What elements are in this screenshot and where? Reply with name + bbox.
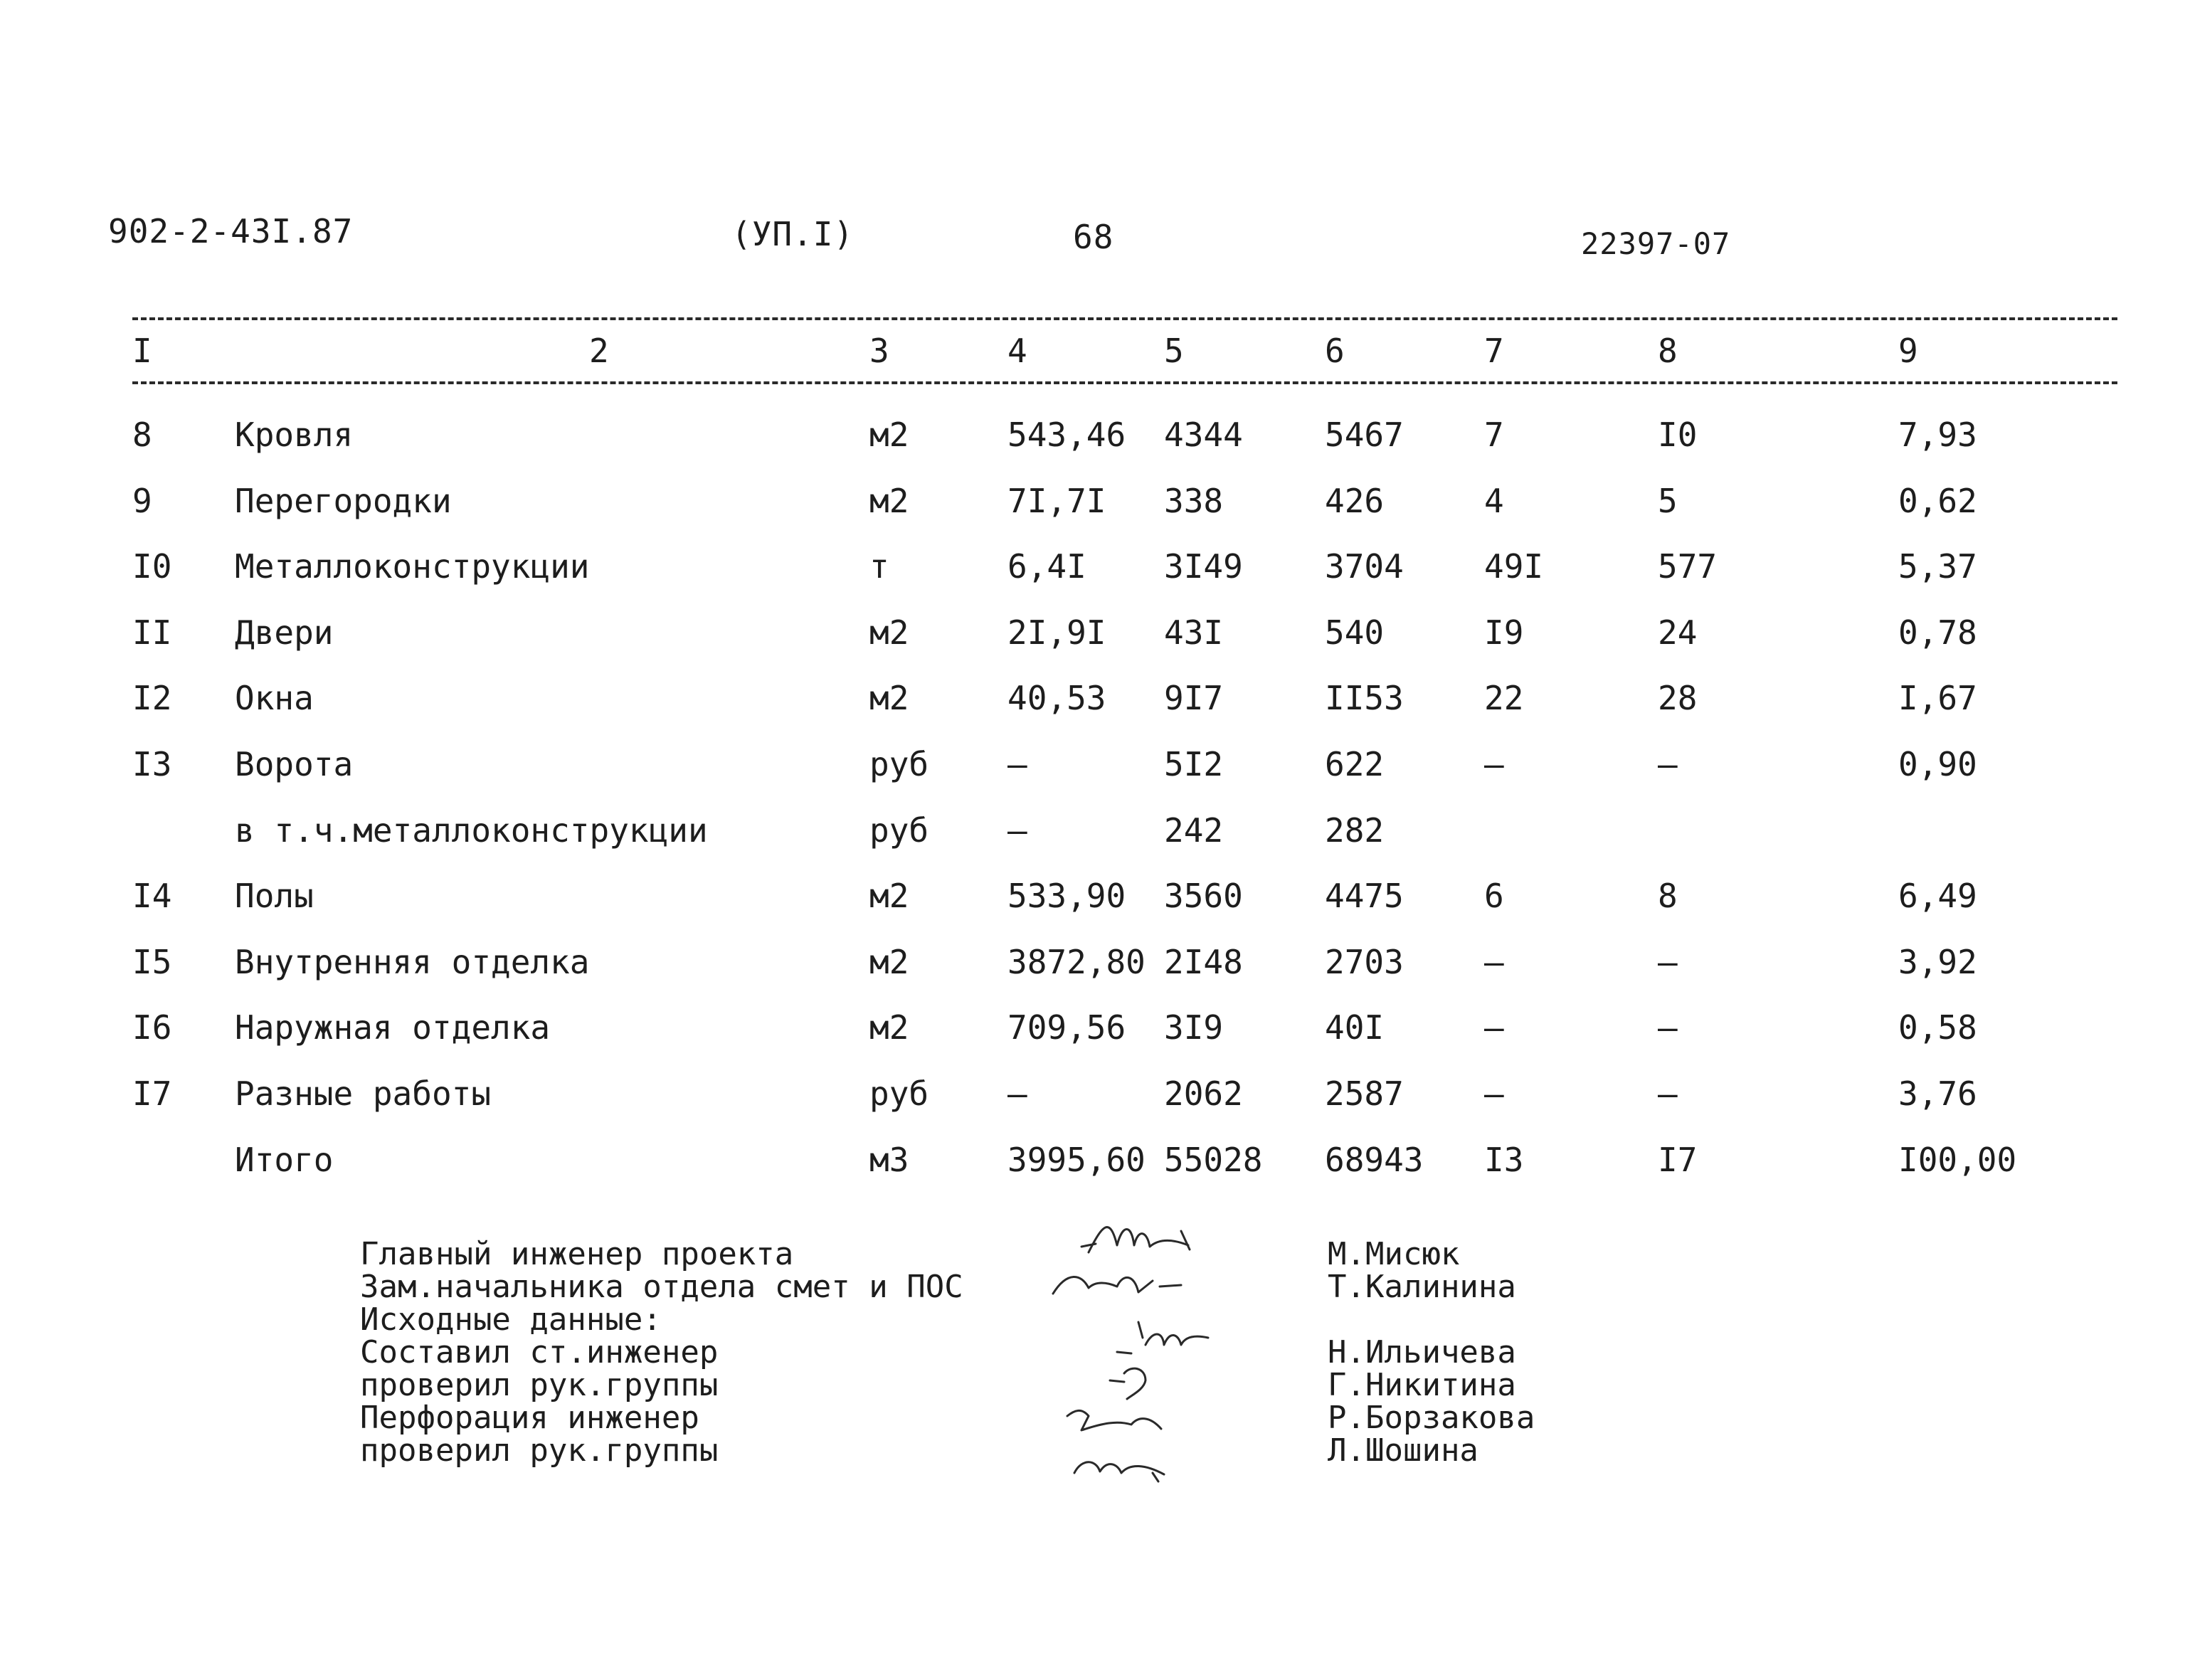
cell-col7: – bbox=[1484, 943, 1504, 981]
cell-percent: 0,90 bbox=[1898, 745, 1977, 783]
row-name: Разные работы bbox=[235, 1074, 492, 1113]
cell-col7: 22 bbox=[1484, 679, 1524, 717]
cell-percent: 3,76 bbox=[1898, 1074, 1977, 1113]
column-number: 3 bbox=[869, 332, 889, 370]
cell-col6: 540 bbox=[1325, 613, 1385, 652]
signature-role: Исходные данные: bbox=[360, 1301, 662, 1338]
row-name: Итого bbox=[235, 1141, 334, 1179]
column-number: 6 bbox=[1325, 332, 1345, 370]
signature-name: Т.Калинина bbox=[1328, 1269, 1516, 1305]
cell-col6: 40I bbox=[1325, 1008, 1385, 1047]
row-number: 8 bbox=[132, 416, 152, 454]
row-name: в т.ч.металлоконструкции bbox=[235, 811, 708, 850]
cell-quantity: 2I,9I bbox=[1007, 613, 1106, 652]
cell-col7: 4 bbox=[1484, 482, 1504, 520]
cell-col8: 28 bbox=[1658, 679, 1698, 717]
row-unit: руб bbox=[869, 811, 929, 850]
cell-quantity: – bbox=[1007, 745, 1027, 783]
signature-names bbox=[1328, 1238, 1535, 1467]
cell-col8: 8 bbox=[1658, 877, 1678, 915]
cell-col8: I7 bbox=[1658, 1141, 1698, 1179]
cell-col5: 3I49 bbox=[1164, 547, 1243, 586]
cell-quantity: 533,90 bbox=[1007, 877, 1126, 915]
cell-quantity: 6,4I bbox=[1007, 547, 1086, 586]
row-name: Окна bbox=[235, 679, 314, 717]
row-unit: руб bbox=[869, 745, 929, 783]
column-number: I bbox=[132, 332, 152, 370]
album-label: (УП.I) bbox=[731, 215, 855, 253]
row-number: I5 bbox=[132, 943, 172, 981]
column-number: 2 bbox=[589, 332, 609, 370]
signature-name bbox=[1328, 1304, 1535, 1336]
signature-role: Перфорация инженер bbox=[360, 1400, 699, 1436]
cell-quantity: 543,46 bbox=[1007, 416, 1126, 454]
cell-quantity: 7I,7I bbox=[1007, 482, 1106, 520]
row-unit: м2 bbox=[869, 416, 909, 454]
row-name: Внутренняя отделка bbox=[235, 943, 590, 981]
row-number: I7 bbox=[132, 1074, 172, 1113]
cell-col6: 3704 bbox=[1325, 547, 1404, 586]
row-unit: руб bbox=[869, 1074, 929, 1113]
cell-col8: I0 bbox=[1658, 416, 1698, 454]
signature-role: Зам.начальника отдела смет и ПОС bbox=[360, 1269, 963, 1305]
cell-col8: 24 bbox=[1658, 613, 1698, 652]
row-unit: м2 bbox=[869, 943, 909, 981]
cell-col5: 55028 bbox=[1164, 1141, 1263, 1179]
cell-col7: 7 bbox=[1484, 416, 1504, 454]
signature-role: Составил ст.инженер bbox=[360, 1334, 719, 1370]
row-unit: т bbox=[869, 547, 889, 586]
cell-col7: – bbox=[1484, 745, 1504, 783]
handwritten-signatures bbox=[1039, 1203, 1281, 1487]
column-number: 9 bbox=[1898, 332, 1918, 370]
cell-percent: 3,92 bbox=[1898, 943, 1977, 981]
cell-col5: 3I9 bbox=[1164, 1008, 1224, 1047]
cell-col6: 2587 bbox=[1325, 1074, 1404, 1113]
table-header-rule bbox=[132, 381, 2117, 384]
cell-col5: 5I2 bbox=[1164, 745, 1224, 783]
cell-col8: 577 bbox=[1658, 547, 1718, 586]
cell-quantity: 3995,60 bbox=[1007, 1141, 1146, 1179]
signature-role: проверил рук.группы bbox=[360, 1432, 719, 1469]
cell-col5: 2062 bbox=[1164, 1074, 1243, 1113]
row-name: Перегородки bbox=[235, 482, 452, 520]
cell-col5: 43I bbox=[1164, 613, 1224, 652]
cell-col6: 622 bbox=[1325, 745, 1385, 783]
row-number: II bbox=[132, 613, 172, 652]
signature-name: Н.Ильичева bbox=[1328, 1334, 1516, 1370]
cell-col6: 426 bbox=[1325, 482, 1385, 520]
row-number: I3 bbox=[132, 745, 172, 783]
cell-percent: 6,49 bbox=[1898, 877, 1977, 915]
row-number: I6 bbox=[132, 1008, 172, 1047]
row-unit: м2 bbox=[869, 679, 909, 717]
cell-col5: 9I7 bbox=[1164, 679, 1224, 717]
row-unit: м2 bbox=[869, 613, 909, 652]
cell-col5: 3560 bbox=[1164, 877, 1243, 915]
cell-quantity: 3872,80 bbox=[1007, 943, 1146, 981]
signature-name: Р.Борзакова bbox=[1328, 1400, 1535, 1436]
cell-col7: I3 bbox=[1484, 1141, 1524, 1179]
column-number: 7 bbox=[1484, 332, 1504, 370]
cell-percent: I00,00 bbox=[1898, 1141, 2017, 1179]
table-top-rule bbox=[132, 317, 2117, 320]
signature-name: Г.Никитина bbox=[1328, 1367, 1516, 1403]
cell-col7: – bbox=[1484, 1074, 1504, 1113]
cell-col8: 5 bbox=[1658, 482, 1678, 520]
cell-col6: 2703 bbox=[1325, 943, 1404, 981]
row-unit: м2 bbox=[869, 482, 909, 520]
cell-col6: 68943 bbox=[1325, 1141, 1424, 1179]
signature-name: М.Мисюк bbox=[1328, 1236, 1460, 1272]
row-unit: м2 bbox=[869, 877, 909, 915]
row-unit: м3 bbox=[869, 1141, 909, 1179]
row-name: Наружная отделка bbox=[235, 1008, 551, 1047]
cell-col5: 338 bbox=[1164, 482, 1224, 520]
cell-col7: – bbox=[1484, 1008, 1504, 1047]
cell-col8: – bbox=[1658, 1074, 1678, 1113]
row-number: I4 bbox=[132, 877, 172, 915]
cell-quantity: – bbox=[1007, 1074, 1027, 1113]
cell-percent: 0,58 bbox=[1898, 1008, 1977, 1047]
row-name: Полы bbox=[235, 877, 314, 915]
doc-code: 902-2-43I.87 bbox=[108, 212, 354, 250]
cell-quantity: – bbox=[1007, 811, 1027, 850]
row-name: Кровля bbox=[235, 416, 354, 454]
cell-percent: 0,62 bbox=[1898, 482, 1977, 520]
row-name: Ворота bbox=[235, 745, 354, 783]
signature-roles bbox=[360, 1238, 963, 1467]
cell-col6: 282 bbox=[1325, 811, 1385, 850]
cell-percent: 5,37 bbox=[1898, 547, 1977, 586]
column-number: 4 bbox=[1007, 332, 1027, 370]
row-number: 9 bbox=[132, 482, 152, 520]
cell-col7: 6 bbox=[1484, 877, 1504, 915]
row-number: I0 bbox=[132, 547, 172, 586]
signature-name: Л.Шошина bbox=[1328, 1432, 1478, 1469]
row-name: Двери bbox=[235, 613, 334, 652]
page-number: 68 bbox=[1073, 218, 1114, 256]
cell-col5: 242 bbox=[1164, 811, 1224, 850]
cell-col8: – bbox=[1658, 1008, 1678, 1047]
registration-number: 22397-07 bbox=[1581, 226, 1731, 261]
cell-col5: 2I48 bbox=[1164, 943, 1243, 981]
cell-quantity: 40,53 bbox=[1007, 679, 1106, 717]
column-number: 8 bbox=[1658, 332, 1678, 370]
cell-col8: – bbox=[1658, 745, 1678, 783]
cell-col6: 5467 bbox=[1325, 416, 1404, 454]
cell-col5: 4344 bbox=[1164, 416, 1243, 454]
row-name: Металлоконструкции bbox=[235, 547, 590, 586]
column-number: 5 bbox=[1164, 332, 1184, 370]
row-number: I2 bbox=[132, 679, 172, 717]
cell-col7: I9 bbox=[1484, 613, 1524, 652]
cell-col8: – bbox=[1658, 943, 1678, 981]
cell-quantity: 709,56 bbox=[1007, 1008, 1126, 1047]
cell-percent: 0,78 bbox=[1898, 613, 1977, 652]
cell-col6: II53 bbox=[1325, 679, 1404, 717]
signature-role: Главный инженер проекта bbox=[360, 1236, 794, 1272]
row-unit: м2 bbox=[869, 1008, 909, 1047]
cell-percent: 7,93 bbox=[1898, 416, 1977, 454]
cell-percent: I,67 bbox=[1898, 679, 1977, 717]
cell-col6: 4475 bbox=[1325, 877, 1404, 915]
cell-col7: 49I bbox=[1484, 547, 1544, 586]
signature-role: проверил рук.группы bbox=[360, 1367, 719, 1403]
